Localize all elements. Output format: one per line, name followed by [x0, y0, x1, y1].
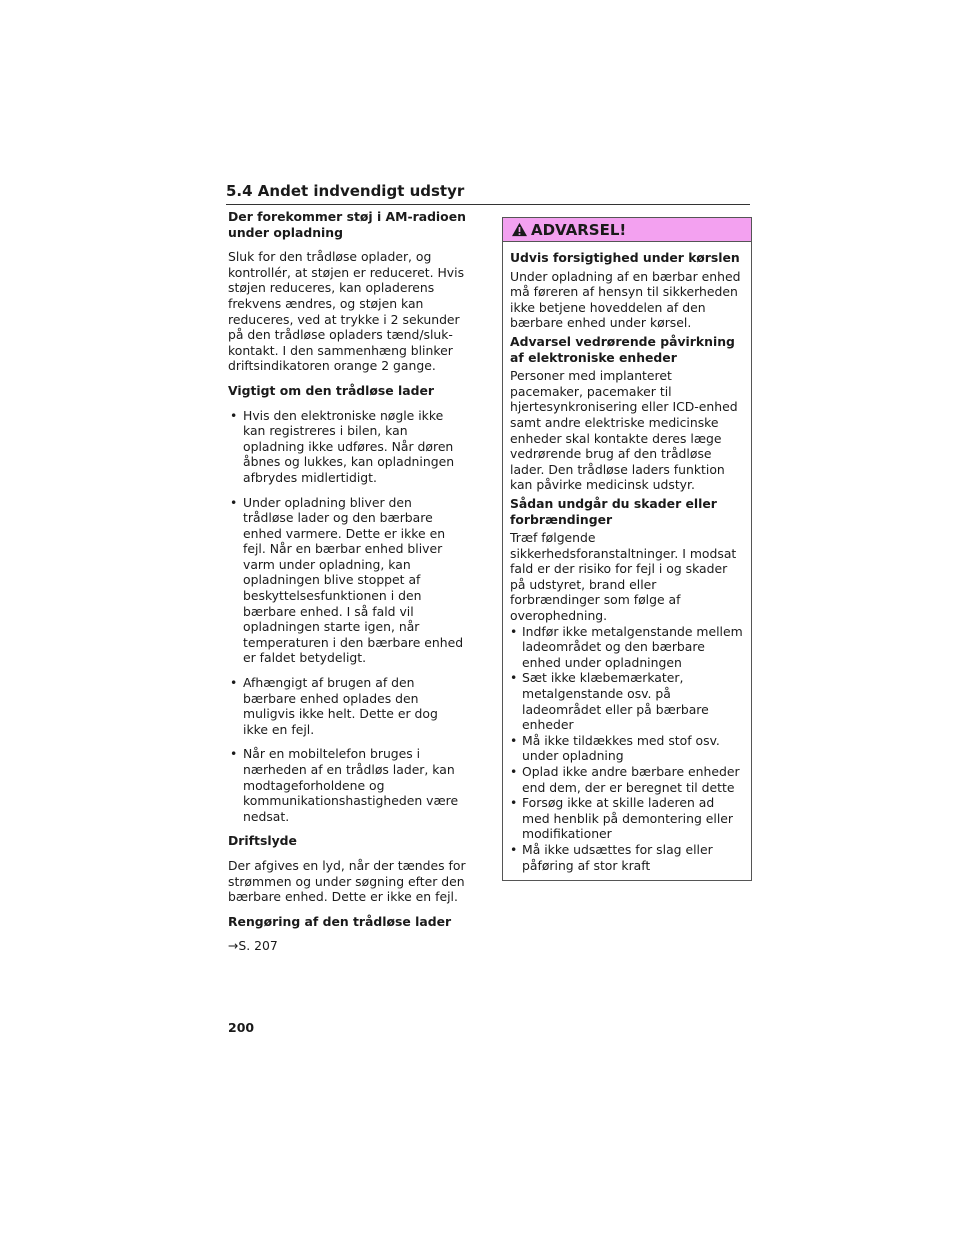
warning-title-bar	[503, 218, 751, 242]
warning-text-driving: Under opladning af en bærbar enhed må føreren af hensyn til sikkerheden ikke betjene hoveddelen af den bærbare enhed under kørsel.	[510, 268, 741, 331]
warning-body	[503, 242, 751, 880]
important-info-list	[228, 408, 466, 825]
paragraph-am-radio-noise: Sluk for den trådløse oplader, og kontrollér, at støjen er reduceret. Hvis støjen reduceres, kan opladerens frekvens ændres, og støjen kan reduceres, ved at trykke i 2 sekunder på den trådløse opladers tænd/sluk-kontakt. I den sammenhæng blinker driftsindikatoren orange 2 gange.	[228, 249, 465, 374]
list-item: • Forsøg ikke at skille laderen ad med henblik på demontering eller modifikationer	[510, 795, 744, 842]
list-item: • Må ikke udsættes for slag eller påføring af stor kraft	[510, 842, 744, 873]
heading-cleaning: Rengøring af den trådløse lader	[228, 913, 452, 929]
warning-title: ADVARSEL!	[531, 220, 627, 239]
paragraph-operating-sounds: Der afgives en lyd, når der tændes for strømmen og under søgning efter den bærbare enhed. Dette er ikke en fejl.	[228, 857, 466, 905]
page-number: 200	[228, 1020, 255, 1035]
heading-operating-sounds: Driftslyde	[228, 833, 297, 849]
warning-box	[502, 217, 752, 881]
list-item: • Afhængigt af brugen af den bærbare enhed oplades den muligvis ikke helt. Dette er dog ikke en fejl.	[228, 675, 466, 737]
precautions-list	[510, 624, 744, 874]
list-item: • Når en mobiltelefon bruges i nærheden af en trådløs lader, kan modtageforholdene og kommunikationshastigheden være nedsat.	[228, 746, 466, 824]
warning-heading-burns: Sådan undgår du skader eller forbrændinger	[510, 495, 717, 527]
list-item: • Hvis den elektroniske nøgle ikke kan registreres i bilen, kan opladning ikke udføres. Når døren åbnes og lukkes, kan opladningen afbrydes midlertidigt.	[228, 408, 466, 486]
list-item: • Sæt ikke klæbemærkater, metalgenstande osv. på ladeområdet eller på bærbare enheder	[510, 670, 744, 732]
section-header	[226, 181, 750, 205]
warning-triangle-icon	[511, 222, 528, 237]
list-item: • Må ikke tildækkes med stof osv. under opladning	[510, 733, 744, 764]
warning-text-medical: Personer med implanteret pacemaker, pacemaker til hjertesynkronisering eller ICD-enhed samt andre elektriske medicinske enheder skal kontakte deres læge vedrørende brug af den trådløse lader. Den trådløse laders funktion kan påvirke medicinsk udstyr.	[510, 368, 738, 493]
list-item: • Oplad ikke andre bærbare enheder end dem, der er beregnet til dette	[510, 764, 744, 795]
list-item: • Indfør ikke metalgenstande mellem ladeområdet og den bærbare enhed under opladningen	[510, 624, 744, 671]
section-title: 5.4 Andet indvendigt udstyr	[226, 182, 465, 200]
warning-heading-medical: Advarsel vedrørende påvirkning af elektroniske enheder	[510, 333, 735, 365]
heading-am-radio-noise: Der forekommer støj i AM-radioen under opladning	[228, 209, 466, 240]
left-column	[228, 209, 466, 963]
list-item: • Under opladning bliver den trådløse lader og den bærbare enhed varmere. Dette er ikke en fejl. Når en bærbar enhed bliver varm under opladning, kan opladningen blive stoppet af beskyttelsesfunktionen i den bærbare enhed. I så fald vil opladningen starte igen, når temperaturen i den bærbare enhed er faldet betydeligt.	[228, 495, 466, 667]
warning-text-burns: Træf følgende sikkerhedsforanstaltninger. I modsat fald er der risiko for fejl i og skader på udstyret, brand eller forbrændinger som følge af overophedning.	[510, 530, 737, 624]
page-reference-link[interactable]: →S. 207	[228, 938, 278, 954]
warning-heading-driving: Udvis forsigtighed under kørslen	[510, 250, 740, 265]
heading-important-info: Vigtigt om den trådløse lader	[228, 382, 435, 398]
